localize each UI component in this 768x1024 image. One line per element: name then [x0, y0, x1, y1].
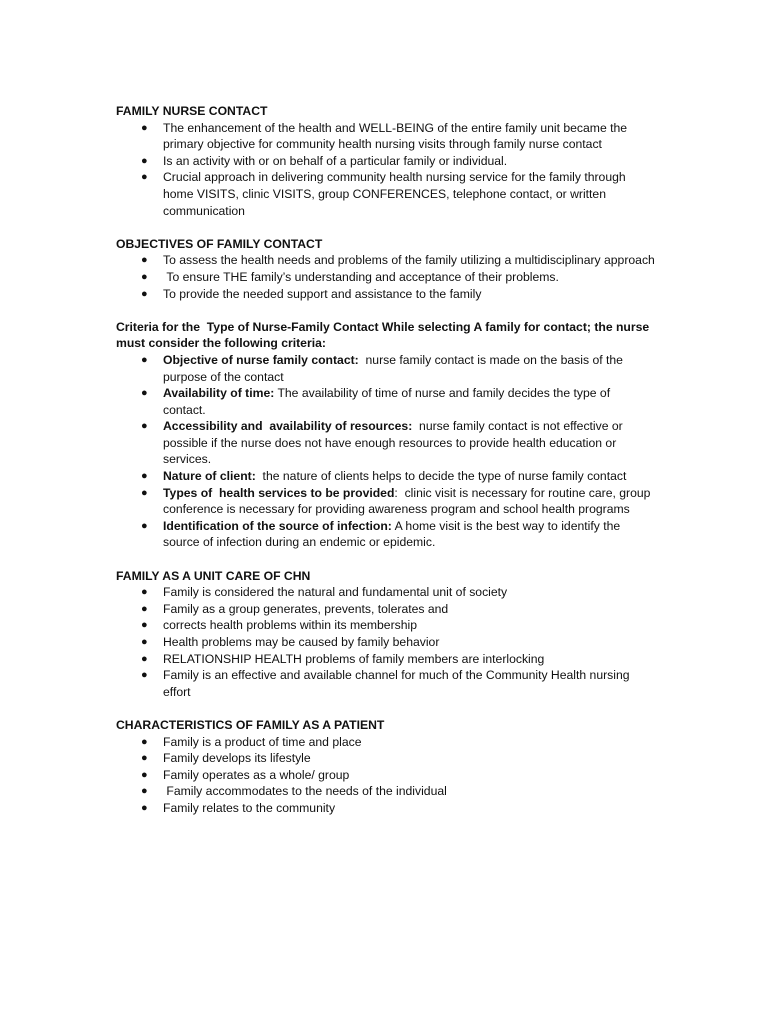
bullet-icon: ● — [141, 420, 148, 433]
item-text: : clinic visit is necessary for routine care, group conference is necessary for providing awareness program and school health programs — [163, 485, 654, 517]
bullet-icon: ● — [141, 652, 148, 665]
bullet-icon: ● — [141, 636, 148, 648]
item-text: nurse family contact is made on the basis of the purpose of the contact — [163, 352, 627, 384]
section-heading: CHARACTERISTICS OF FAMILY AS A PATIENT — [116, 717, 385, 732]
item-term: Nature of client: — [163, 469, 256, 484]
item-text: To assess the health needs and problems of the family utilizing a multidisciplinary approach — [163, 253, 655, 268]
item-text: Family is an effective and available channel for much of the Community Health nursing effort — [163, 668, 630, 699]
section-heading: FAMILY AS A UNIT CARE OF CHN — [116, 568, 311, 583]
list-item — [116, 153, 656, 170]
bullet-list — [116, 252, 656, 302]
bullet-list — [116, 584, 656, 700]
section-family-unit-care — [116, 568, 656, 701]
item-term: Availability of time: — [163, 386, 275, 401]
section-heading: Criteria for the Type of Nurse-Family Contact While selecting A family for contact; the nurse must consider the following criteria: — [116, 319, 653, 351]
bullet-icon: ● — [141, 768, 148, 781]
bullet-icon: ● — [141, 287, 148, 300]
item-text: Family as a group generates, prevents, tolerates and — [163, 601, 449, 616]
list-item — [116, 169, 656, 219]
bullet-icon: ● — [141, 619, 148, 632]
bullet-icon: ● — [141, 735, 148, 748]
item-text: Is an activity with or on behalf of a particular family or individual. — [163, 153, 508, 168]
bullet-icon: ● — [141, 353, 148, 366]
list-item — [116, 651, 656, 668]
item-text: Family accommodates to the needs of the individual — [163, 784, 447, 799]
item-text: Family is a product of time and place — [163, 734, 362, 749]
list-item — [116, 120, 656, 153]
list-item — [116, 385, 656, 418]
list-item — [116, 634, 656, 651]
bullet-icon: ● — [141, 586, 148, 599]
list-item — [116, 767, 656, 784]
list-item — [116, 468, 656, 485]
bullet-icon: ● — [141, 519, 148, 532]
list-item — [116, 584, 656, 601]
bullet-icon: ● — [141, 669, 148, 682]
list-item — [116, 286, 656, 303]
item-text: corrects health problems within its membership — [163, 618, 418, 633]
item-text: Crucial approach in delivering community health nursing service for the family through home VISITS, clinic VISITS, group CONFERENCES, telephone contact, or written communication — [163, 170, 626, 218]
list-item — [116, 485, 656, 518]
section-characteristics — [116, 717, 656, 817]
bullet-icon: ● — [141, 785, 148, 798]
bullet-icon: ● — [141, 154, 148, 167]
bullet-icon: ● — [141, 752, 148, 765]
item-text: nurse family contact is not effective or possible if the nurse does not have enough resources to provide health education or services. — [163, 419, 627, 467]
list-item — [116, 750, 656, 767]
item-text: Family relates to the community — [163, 800, 336, 815]
section-heading: OBJECTIVES OF FAMILY CONTACT — [116, 236, 323, 251]
item-text: To provide the needed support and assistance to the family — [163, 286, 482, 301]
bullet-list — [116, 120, 656, 220]
list-item — [116, 352, 656, 385]
item-text: RELATIONSHIP HEALTH problems of family members are interlocking — [163, 651, 545, 666]
list-item — [116, 800, 656, 817]
item-text: A home visit is the best way to identify the source of infection during an endemic or epidemic. — [163, 518, 624, 550]
bullet-icon: ● — [141, 470, 148, 483]
list-item — [116, 518, 656, 551]
list-item — [116, 783, 656, 800]
item-text: To ensure THE family’s understanding and acceptance of their problems. — [163, 269, 559, 284]
item-text: The enhancement of the health and WELL-BEING of the entire family unit became the primary objective for community health nursing visits through family nurse contact — [163, 120, 628, 152]
list-item — [116, 734, 656, 751]
list-item — [116, 617, 656, 634]
list-item — [116, 601, 656, 618]
item-term: Identification of the source of infection: — [163, 518, 392, 533]
list-item — [116, 667, 656, 700]
list-item — [116, 418, 656, 468]
bullet-icon: ● — [141, 486, 148, 499]
item-text: the nature of clients helps to decide the type of nurse family contact — [255, 469, 627, 484]
bullet-list — [116, 352, 656, 551]
section-objectives — [116, 236, 656, 302]
bullet-icon: ● — [141, 171, 148, 184]
list-item — [116, 269, 656, 286]
item-text: Family develops its lifestyle — [163, 751, 311, 766]
list-item — [116, 252, 656, 269]
item-term: Objective of nurse family contact: — [163, 352, 359, 367]
bullet-icon: ● — [141, 121, 148, 134]
bullet-list — [116, 734, 656, 817]
section-family-nurse-contact — [116, 103, 656, 219]
item-term: Accessibility and availability of resources: — [163, 419, 413, 434]
section-heading: FAMILY NURSE CONTACT — [116, 104, 268, 118]
bullet-icon: ● — [141, 254, 148, 267]
bullet-icon: ● — [141, 801, 148, 814]
item-text: Health problems may be caused by family behavior — [163, 635, 440, 649]
item-text: Family is considered the natural and fundamental unit of society — [163, 585, 508, 600]
bullet-icon: ● — [141, 270, 148, 283]
bullet-icon: ● — [141, 602, 148, 615]
bullet-icon: ● — [141, 387, 148, 400]
item-text: Family operates as a whole/ group — [163, 767, 350, 782]
document-page — [116, 103, 656, 833]
item-text: The availability of time of nurse and family decides the type of contact. — [163, 386, 614, 417]
item-term: Types of health services to be provided — [163, 485, 395, 500]
section-criteria — [116, 319, 656, 551]
